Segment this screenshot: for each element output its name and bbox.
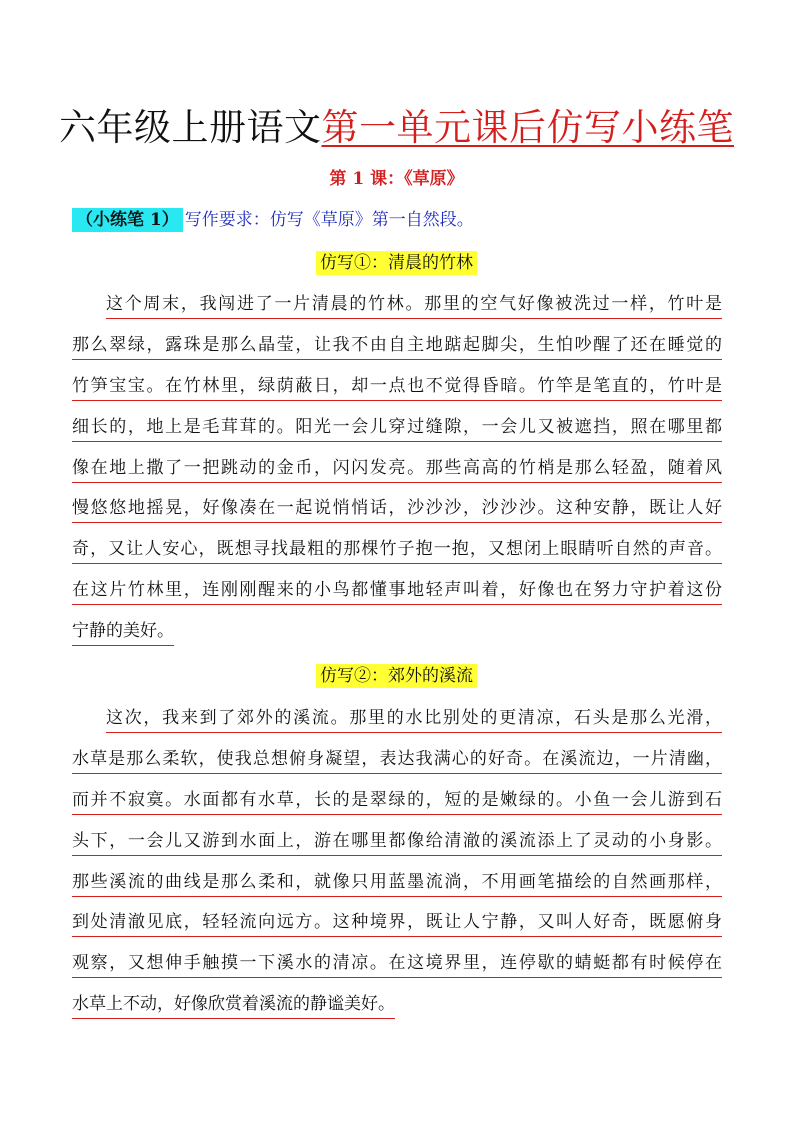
writing-requirement	[72, 206, 474, 234]
title-black-part: 六年级上册语文	[59, 106, 322, 149]
passage-line: 水草是那么柔软，使我总想俯身凝望，表达我满心的好奇。在溪流边，一片清幽，	[72, 739, 722, 780]
passage-line: 像在地上撒了一把跳动的金币，闪闪发亮。那些高高的竹梢是那么轻盈，随着风	[72, 448, 722, 489]
passage-line: 在这片竹林里，连刚刚醒来的小鸟都懂事地轻声叫着，好像也在努力守护着这份	[72, 570, 722, 611]
requirement-tag: （小练笔 1）	[72, 208, 183, 232]
passage-line: 到处清澈见底，轻轻流向远方。这种境界，既让人宁静，又叫人好奇，既愿俯身	[72, 902, 722, 943]
passage-line: 观察，又想伸手触摸一下溪水的清凉。在这境界里，连停歇的蜻蜓都有时候停在	[72, 943, 722, 984]
passage-line: 慢悠悠地摇晃，好像凑在一起说悄悄话，沙沙沙，沙沙沙。这种安静，既让人好	[72, 488, 722, 529]
passage-line: 那些溪流的曲线是那么柔和，就像只用蓝墨流淌，不用画笔描绘的自然画那样，	[72, 862, 722, 903]
passage-line: 奇，又让人安心，既想寻找最粗的那棵竹子抱一抱，又想闭上眼睛听自然的声音。	[72, 529, 722, 570]
passage-line: 头下，一会儿又游到水面上，游在哪里都像给清澈的溪流添上了灵动的小身影。	[72, 821, 722, 862]
section2-heading: 仿写②：郊外的溪流	[0, 663, 793, 689]
section1-passage	[72, 284, 722, 652]
passage-line: 而并不寂寞。水面都有水草，长的是翠绿的，短的是嫩绿的。小鱼一会儿游到石	[72, 780, 722, 821]
requirement-text: 写作要求：仿写《草原》第一自然段。	[184, 210, 474, 230]
passage-line: 宁静的美好。	[72, 611, 722, 652]
passage-line: 细长的，地上是毛茸茸的。阳光一会儿穿过缝隙，一会儿又被遮挡，照在哪里都	[72, 407, 722, 448]
section2-passage	[72, 698, 722, 1025]
page-title	[0, 100, 793, 156]
lesson-label: 第 1 课：《草原》	[329, 169, 464, 189]
passage-line: 水草上不动，好像欣赏着溪流的静谧美好。	[72, 984, 722, 1025]
passage-line: 竹笋宝宝。在竹林里，绿荫蔽日，却一点也不觉得昏暗。竹竿是笔直的，竹叶是	[72, 366, 722, 407]
passage-line: 那么翠绿，露珠是那么晶莹，让我不由自主地踮起脚尖，生怕吵醒了还在睡觉的	[72, 325, 722, 366]
section1-heading: 仿写①：清晨的竹林	[0, 250, 793, 276]
passage-line: 这次，我来到了郊外的溪流。那里的水比别处的更清凉，石头是那么光滑，	[72, 698, 722, 739]
title-red-part: 第一单元课后仿写小练笔	[321, 106, 734, 149]
passage-line: 这个周末，我闯进了一片清晨的竹林。那里的空气好像被洗过一样，竹叶是	[72, 284, 722, 325]
